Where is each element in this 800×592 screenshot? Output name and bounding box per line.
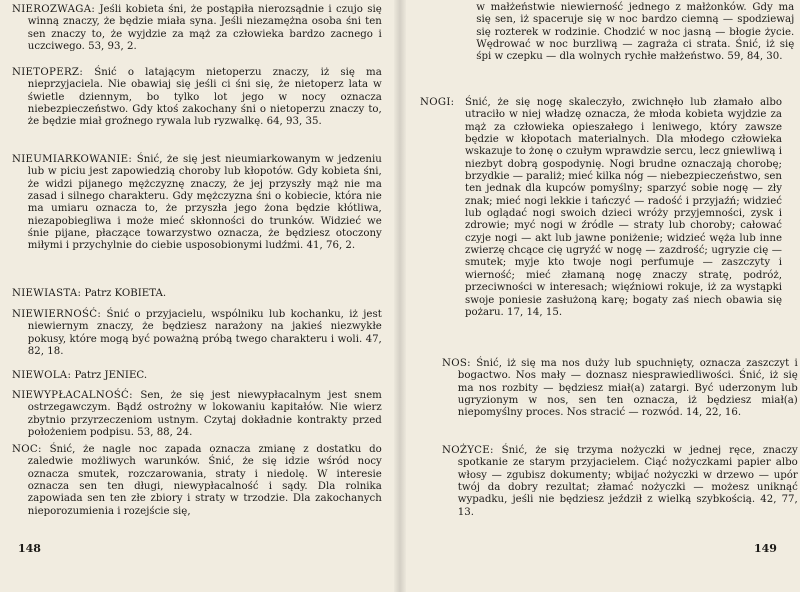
entry-text: Śnić, że nagle noc zapada oznacza zmianę z dostatku do zaledwie możliwych warunków. Śnić, że się idzie wśród nocy oznacza smutek, rozczarowania, straty i niedolę. W interesie oznacza sen ten długi, niewypłacalność i sądy. Dla rolnika zapowiada sen ten złe zbiory i straty w trzodzie. Dla zakochanych nieporozumienia i rozejście się,	[27, 444, 382, 517]
entry-headword: NIEWOLA:	[12, 370, 72, 381]
dictionary-entry	[12, 370, 382, 382]
entry-headword: NIEROZWAGA:	[12, 4, 96, 15]
entry-text: Śnić, że się nogę skaleczyło, zwichnęło lub złamało albo utraciło w niej władzę oznacza, że młoda kobieta wyjdzie za mąż za człowieka opieszałego i leniwego, który zawsze będzie w kłopotach materialnych. Dla młodego człowieka wskazuje to żonę o czułym wprawdzie sercu, lecz gniewliwą i niezbyt dobrą gospodynię. Nogi brudne oznaczają chorobę; brzydkie — paraliż; mieć kilka nóg — niebezpieczeństwo, sen ten jednak dla kupców pomyślny; sparzyć sobie nogę — zły znak; mieć nogi lekkie i tańczyć — radość i przyjaźń; widzieć lub oglądać nogi swoich dzieci wróży przyjemności, zysk i zdrowie; myć nogi w źródle — straty lub choroby; całować czyje nogi — akt lub jawne poniżenie; widzieć węża lub inne zwierzę chcące cię ugryźć w nogę — zazdrość; ugryzie cię — smutek; myje kto twoje nogi perfumuje — zaszczyty i wierność; mieć złamaną nogę znaczy stratę, podróż, przeciwności w interesach; więźniowi rokuje, iż za wystąpki swoje poniesie zasłużoną karę; bogaty zaś niech obawia się pożaru. 17, 14, 15.	[465, 97, 782, 318]
right-page	[400, 0, 800, 592]
entry-headword: NOS:	[442, 358, 471, 369]
dictionary-entry	[12, 288, 382, 300]
entry-text: Patrz JENIEC.	[74, 370, 148, 381]
entry-headword: NOŻYCE:	[442, 445, 494, 456]
dictionary-entry	[12, 390, 382, 439]
dictionary-entry	[12, 4, 382, 53]
entry-text: Śnić, iż się ma nos duży lub spuchnięty, oznacza zaszczyt i bogactwo. Nos mały — doznasz niesprawiedliwości. Śnić, iż się ma nos rozbity — będziesz miał(a) zatargi. Być uderzonym lub ugryzionym w nos, sen ten oznacza, iż będziesz miał(a) niepomyślny proces. Nos stracić — rozwód. 14, 22, 16.	[457, 358, 798, 419]
entry-text: Śnić, że się trzyma nożyczki w jednej ręce, znaczy spotkanie ze starym przyjacielem. Ciąć nożyczkami papier albo włosy — zgubisz dokumenty; wbijać nożyczki w drzewo — upór twój da dobry rezultat; złamać nożyczki — możesz uniknąć wypadku, jeśli nie będziesz jeździł z wielką szybkością. 42, 77, 13.	[457, 445, 798, 518]
entry-text: Śnić o przyjacielu, wspólniku lub kochanku, iż jest niewiernym znaczy, że będziesz narażony na jakieś niezwykłe pokusy, które mogą być poważną próbą twego charakteru i woli. 47, 82, 18.	[27, 309, 382, 358]
entry-headword: NIEWYPŁACALNOŚĆ:	[12, 390, 133, 401]
dictionary-entry	[12, 309, 382, 358]
dictionary-entry	[12, 67, 382, 129]
dictionary-entry	[442, 445, 798, 519]
entry-headword: NOGI:	[420, 97, 455, 108]
entry-headword: NOC:	[12, 444, 42, 455]
entry-text: Śnić, że się jest nieumiarkowanym w jedzeniu lub w piciu jest zapowiedzią choroby lub kłopotów. Gdy kobieta śni, że widzi pijanego mężczyznę znaczy, że jej przyszły mąż nie ma zasad i silnego charakteru. Gdy mężczyzna śni o kobiecie, która nie ma umiaru oznacza to, że przyszła jego żona będzie kłótliwa, niezapobiegliwa i może mieć skłonności do trunków. Widzieć we śnie pijane, płaczące towarzystwo oznacza, że będziesz otoczony miłymi i przychylnie do ciebie usposobionymi ludźmi. 41, 76, 2.	[27, 154, 382, 252]
entry-headword: NIEUMIARKOWANIE:	[12, 154, 133, 165]
page-number: 149	[754, 542, 777, 555]
entry-headword: NIEWIERNOŚĆ:	[12, 309, 102, 320]
entry-text: Patrz KOBIETA.	[84, 288, 167, 299]
dictionary-entry	[12, 444, 382, 518]
dictionary-entry	[442, 358, 798, 420]
entry-text: Śnić o latającym nietoperzu znaczy, iż się ma nieprzyjaciela. Nie obawiaj się jeśli ci śni się, że nietoperz lata w świetle dziennym, bo tylko lot jego w nocy oznacza niebezpieczeństwo. Gdy ktoś zakochany śni o nietoperzu znaczy to, że będzie miał groźnego rywala lub ryzwalkę. 64, 93, 35.	[27, 67, 382, 128]
dictionary-entry	[420, 97, 782, 319]
entry-headword: NIETOPERZ:	[12, 67, 84, 78]
dictionary-entry	[12, 154, 382, 253]
entry-headword: NIEWIASTA:	[12, 288, 82, 299]
entry-text: Sen, że się jest niewypłacalnym jest snem ostrzegawczym. Bądź ostrożny w lokowaniu kapitałów. Nie wierz zbytnio przyrzeczeniom ustnym. Czytaj dokładnie kontrakty przed położeniem podpisu. 53, 88, 24.	[27, 390, 382, 439]
entry-continuation: w małżeństwie niewierność jednego z małżonków. Gdy ma się sen, iż spaceruje się w noc bardzo ciemną — spodziewaj się rozterek w rodzinie. Chodzić w noc jasną — błogie życie. Wędrować w noc burzliwą — zagraża ci strata. Śnić, iż się śpi w czepku — dla wolnych rychłe małżeństwo. 59, 84, 30.	[476, 2, 795, 63]
entry-text: Jeśli kobieta śni, że postąpiła nierozsądnie i czujo się winną znaczy, że będzie miała syna. Jeśli niezamężna osoba śni ten sen znaczy to, że wyjdzie za mąż za człowieka bardzo zacnego i uczciwego. 53, 93, 2.	[27, 4, 382, 53]
page-number: 148	[18, 542, 41, 555]
